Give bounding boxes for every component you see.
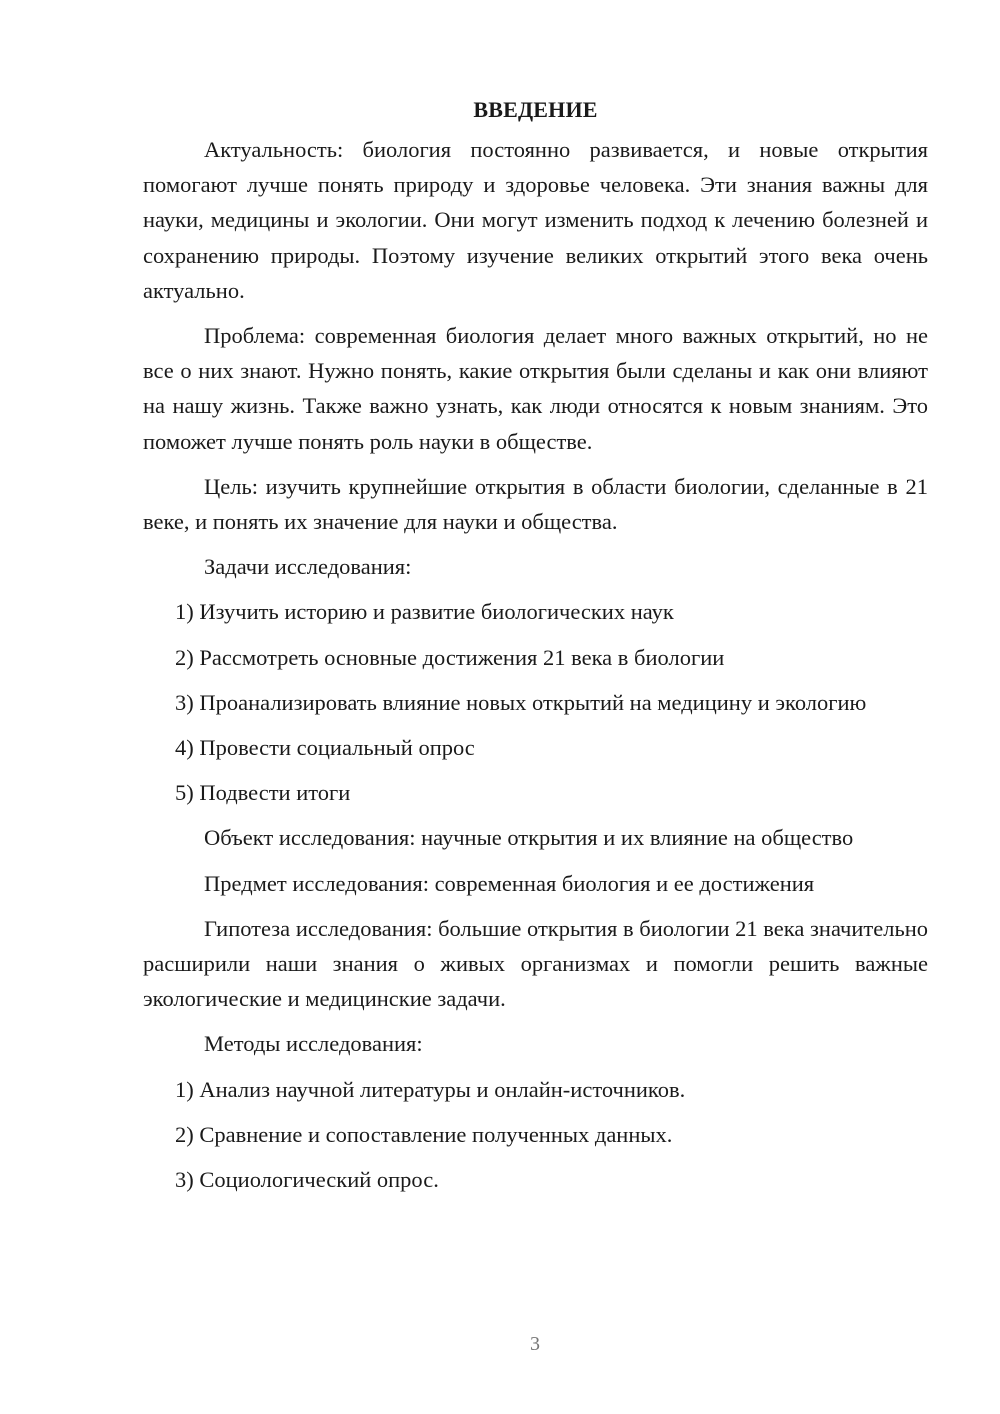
hypothesis-paragraph: Гипотеза исследования: большие открытия в биологии 21 века значительно расширили наши знания о живых организмах и помогли решить важные экологические и медицинские задачи. bbox=[143, 915, 928, 1012]
object-paragraph: Объект исследования: научные открытия и их влияние на общество bbox=[204, 825, 854, 851]
task-list-item: 1) Изучить историю и развитие биологических наук bbox=[175, 599, 674, 625]
method-list-item: 2) Сравнение и сопоставление полученных данных. bbox=[175, 1121, 673, 1147]
page-number: 3 bbox=[530, 1333, 540, 1355]
page-content bbox=[143, 92, 928, 1207]
relevance-paragraph: Актуальность: биология постоянно развивается, и новые открытия помогают лучше понять природу и здоровье человека. Эти знания важны для науки, медицины и экологии. Они могут изменить подход к лечению болезней и сохранению природы. Поэтому изучение великих открытий этого века очень актуально. bbox=[143, 137, 928, 303]
task-list-item: 3) Проанализировать влияние новых открытий на медицину и экологию bbox=[175, 689, 867, 715]
task-list-item: 2) Рассмотреть основные достижения 21 века в биологии bbox=[175, 644, 725, 670]
task-list-item: 4) Провести социальный опрос bbox=[175, 735, 475, 761]
tasks-heading-paragraph: Задачи исследования: bbox=[204, 554, 412, 580]
section-heading: ВВЕДЕНИЕ bbox=[473, 97, 598, 122]
methods-heading-paragraph: Методы исследования: bbox=[204, 1031, 423, 1057]
subject-paragraph: Предмет исследования: современная биология и ее достижения bbox=[204, 870, 815, 896]
goal-paragraph: Цель: изучить крупнейшие открытия в области биологии, сделанные в 21 веке, и понять их значение для науки и общества. bbox=[143, 473, 928, 535]
method-list-item: 1) Анализ научной литературы и онлайн-источников. bbox=[175, 1076, 686, 1102]
task-list-item: 5) Подвести итоги bbox=[175, 780, 351, 806]
problem-paragraph: Проблема: современная биология делает много важных открытий, но не все о них знают. Нужно понять, какие открытия были сделаны и как они влияют на нашу жизнь. Также важно узнать, как люди относятся к новым знаниям. Это поможет лучше понять роль науки в обществе. bbox=[143, 323, 928, 454]
method-list-item: 3) Социологический опрос. bbox=[175, 1167, 439, 1193]
